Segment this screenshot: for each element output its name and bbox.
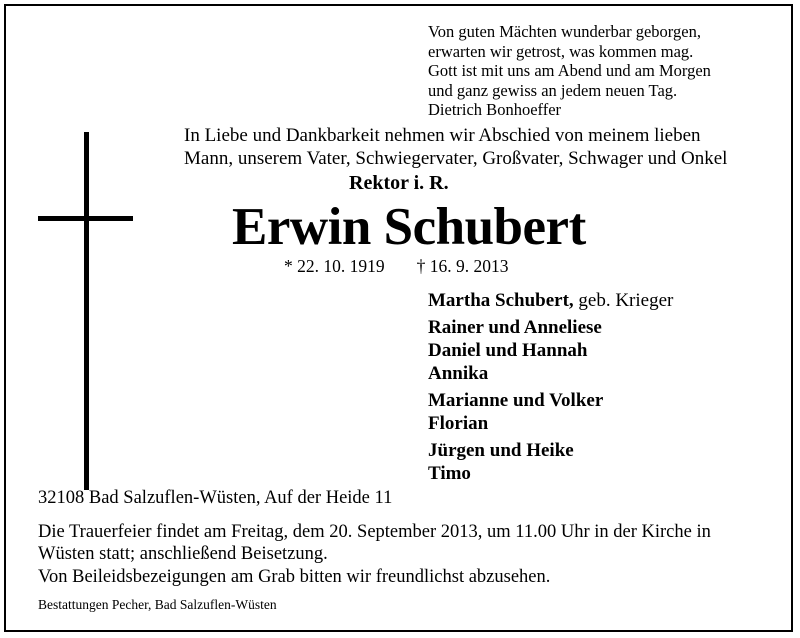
- family-member: Timo: [428, 463, 471, 484]
- quote-author: Dietrich Bonhoeffer: [428, 100, 562, 120]
- family-member: Annika: [428, 363, 489, 384]
- cross-icon: [84, 132, 89, 490]
- funeral-line: Die Trauerfeier findet am Freitag, dem 20. September 2013, um 11.00 Uhr in der Kirche in: [38, 522, 711, 542]
- family-member: Rainer und Anneliese: [428, 317, 602, 338]
- funeral-line: Wüsten statt; anschließend Beisetzung.: [38, 544, 328, 564]
- wife-entry: [428, 289, 673, 312]
- family-member: Marianne und Volker: [428, 390, 604, 411]
- quote-line: Von guten Mächten wunderbar geborgen,: [428, 22, 701, 41]
- cross-icon-bar: [38, 216, 133, 221]
- condolence-note: Von Beileidsbezeigungen am Grab bitten wir freundlichst abzusehen.: [38, 567, 551, 587]
- deceased-name: Erwin Schubert: [232, 198, 586, 256]
- family-group: [428, 439, 673, 485]
- death-date: † 16. 9. 2013: [416, 256, 509, 276]
- life-dates: [284, 256, 509, 277]
- quote-line: und ganz gewiss an jedem neuen Tag.: [428, 80, 678, 100]
- wife-name: Martha Schubert,: [428, 290, 574, 311]
- family-mourners: [428, 289, 673, 489]
- family-member: Daniel und Hannah: [428, 340, 588, 361]
- undertaker-credit: Bestattungen Pecher, Bad Salzuflen-Wüsten: [38, 597, 277, 612]
- intro-line: In Liebe und Dankbarkeit nehmen wir Abschied von meinem lieben: [184, 125, 701, 146]
- intro-line: Mann, unserem Vater, Schwiegervater, Großvater, Schwager und Onkel: [184, 147, 728, 169]
- wife-maiden-name: geb. Krieger: [573, 290, 674, 311]
- funeral-info: [38, 521, 711, 565]
- quote-line: erwarten wir getrost, was kommen mag.: [428, 41, 694, 61]
- family-member: Florian: [428, 413, 489, 434]
- family-member: Jürgen und Heike: [428, 440, 574, 461]
- farewell-intro: [184, 125, 727, 170]
- birth-date: * 22. 10. 1919: [284, 256, 385, 276]
- deceased-title: Rektor i. R.: [349, 172, 449, 194]
- quote-line: Gott ist mit uns am Abend und am Morgen: [428, 61, 711, 81]
- family-group: [428, 316, 673, 385]
- family-address: 32108 Bad Salzuflen-Wüsten, Auf der Heide 11: [38, 488, 393, 508]
- bonhoeffer-quote: [428, 22, 711, 120]
- family-group: [428, 389, 673, 435]
